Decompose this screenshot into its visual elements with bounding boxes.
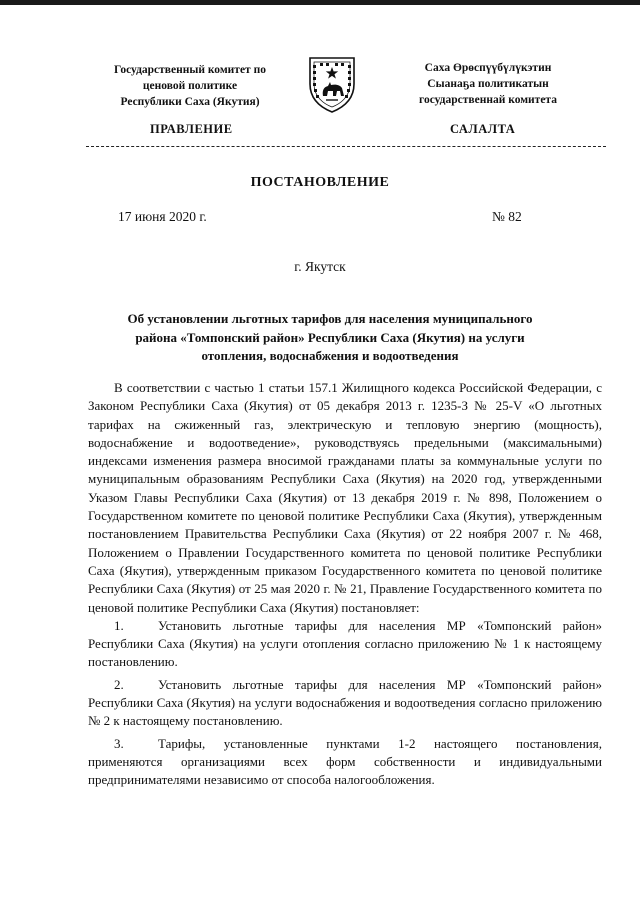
document-title-line: района «Томпонский район» Республики Саха (Якутия) на услуги — [135, 329, 525, 345]
document-type: ПОСТАНОВЛЕНИЕ — [250, 175, 390, 190]
issuer-name-ru-line: ценовой политике — [142, 80, 238, 92]
document-title-line: Об установлении льготных тарифов для населения муниципального — [127, 311, 533, 326]
issuer-name-sah-line: государственнай комитета — [419, 94, 557, 106]
item-number: 1. — [114, 617, 124, 633]
yakutia-coat-of-arms-icon — [304, 54, 360, 114]
document-title-line: отопления, водоснабжения и водоотведения — [201, 348, 459, 363]
document-body — [88, 379, 602, 790]
issuer-name-ru — [85, 62, 295, 110]
document-city: г. Якутск — [294, 259, 346, 274]
item-text: Тарифы, установленные пунктами 1-2 настоящего постановления, применяются организациями всех форм собственности и индивидуальными предпринимателями независимо от способа налогообложения. — [88, 735, 602, 788]
issuer-name-ru-line: Республики Саха (Якутия) — [120, 96, 260, 108]
resolution-item — [88, 676, 602, 731]
item-number: 3. — [114, 735, 124, 751]
preamble-paragraph: В соответствии с частью 1 статьи 157.1 Жилищного кодекса Российской Федерации, с Законом Республики Саха (Якутия) от 05 декабря 2013 г. 1235-З № 25-V «О льготных тарифах на сжиженный газ, электрическую и тепловую энергию (мощность), водоснабжение и водоотведение», руководствуясь предельными (максимальными) индексами изменения размера вносимой гражданами платы за коммунальные услуги по муниципальным образованиям Республики Саха (Якутия) на 2020 год, утвержденными Указом Главы Республики Саха (Якутия) от 13 декабря 2019 г. № 898, Положением о Государственном комитете по ценовой политике Республики Саха (Якутия), утвержденным постановлением Правительства Республики Саха (Якутия) от 22 ноября 2007 г. № 468, Положением о Правлении Государственного комитета по ценовой политике Республики Саха (Якутия), утвержденным приказом Государственного комитета по ценовой политике Республики Саха (Якутия) от 25 мая 2020 г. № 21, Правление Государственного комитета по ценовой политике Республики Саха (Якутия) постановляет: — [88, 380, 602, 615]
page-top-edge — [0, 0, 640, 5]
board-label-ru: ПРАВЛЕНИЕ — [150, 122, 233, 136]
issuer-name-sah-line: Саха Өрөспүүбүлүкэтин — [424, 62, 552, 74]
item-number: 2. — [114, 676, 124, 692]
board-label-sah: САЛАЛТА — [450, 122, 516, 136]
issuer-name-sah — [388, 60, 588, 108]
issuer-name-ru-line: Государственный комитет по — [114, 64, 266, 76]
item-text: Установить льготные тарифы для населения МР «Томпонский район» Республики Саха (Якутия) на услуги водоснабжения и водоотведения согласно приложению № 2 к настоящему постановлению. — [88, 676, 602, 729]
item-text: Установить льготные тарифы для населения МР «Томпонский район» Республики Саха (Якутия) на услуги отопления согласно приложению № 1 к настоящему постановлению. — [88, 617, 602, 670]
header-divider — [86, 146, 606, 147]
resolution-item — [88, 735, 602, 790]
document-date: 17 июня 2020 г. — [118, 209, 207, 224]
issuer-name-sah-line: Сыанаҕа политикатын — [427, 78, 549, 90]
document-number: № 82 — [492, 209, 522, 224]
document-title — [100, 310, 560, 366]
resolution-item — [88, 617, 602, 672]
